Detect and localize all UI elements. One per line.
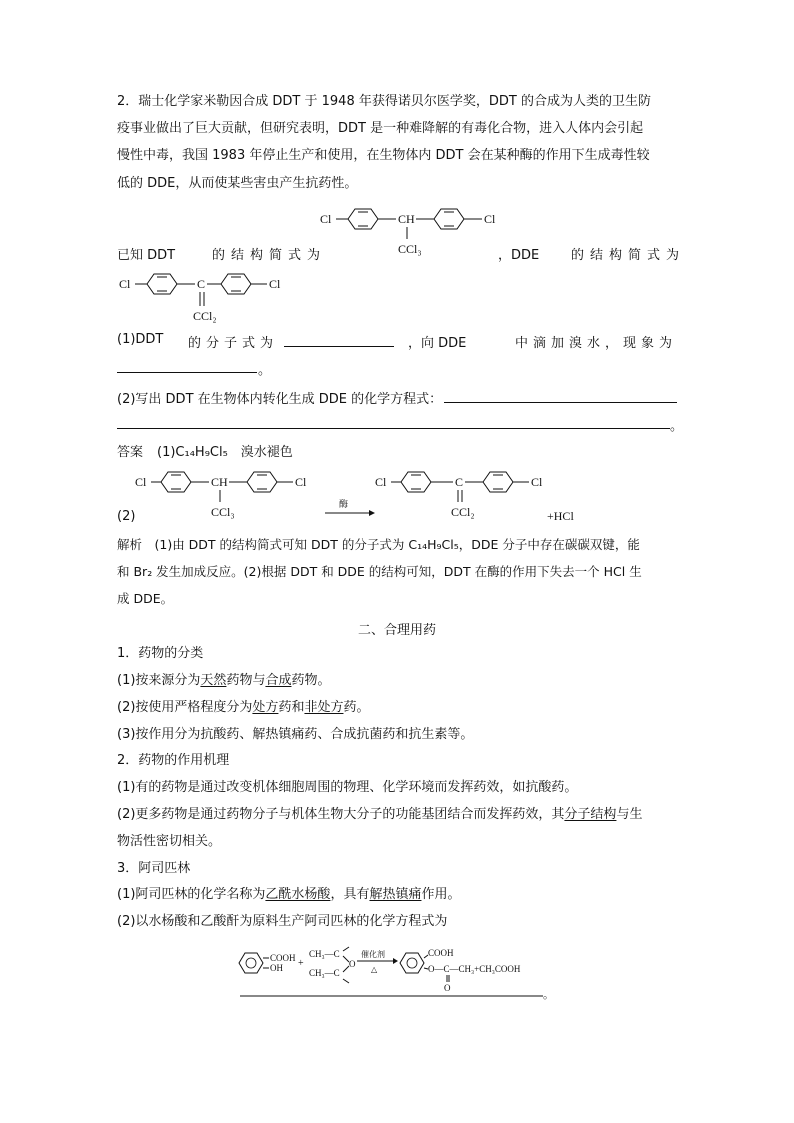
- item-3-2: (2)以水杨酸和乙酸酐为原料生产阿司匹林的化学方程式为: [117, 914, 448, 929]
- sub2-blank-1[interactable]: [444, 388, 677, 403]
- known-formula-label: 的结构简式为: [212, 248, 327, 263]
- eq-ddt-cl-left: Cl: [135, 475, 147, 489]
- sub2-end: 。: [670, 419, 684, 434]
- analysis-line-3: 成 DDE。: [117, 591, 174, 606]
- q2-line-3: 慢性中毒，我国 1983 年停止生产和使用，在生物体内 DDT 会在某种酶的作用下生成毒性较: [117, 148, 650, 163]
- eq-hcl: +HCl: [547, 509, 574, 523]
- item-3-1: (1)阿司匹林的化学名称为乙酰水杨酸，具有解热镇痛作用。: [117, 887, 461, 902]
- dde-structure: [117, 272, 307, 327]
- known-formula-label-2: 的结构简式为: [571, 248, 686, 263]
- sub1-end: 。: [258, 363, 272, 378]
- eq-dde-ccl2: CCl₂: [451, 505, 475, 519]
- dde-cl-right: Cl: [269, 277, 281, 291]
- known-dde-label: ，DDE: [498, 248, 540, 263]
- item-2-2-cont: 物活性密切相关。: [117, 834, 222, 849]
- aspirin-equation: [235, 944, 555, 1002]
- q2-line-2: 疫事业做出了巨大贡献，但研究表明，DDT 是一种难降解的有毒化合物，进入人体内会引起: [117, 121, 644, 136]
- answer-label: 答案: [117, 445, 144, 460]
- sal-oh: OH: [270, 963, 283, 973]
- known-ddt-label: 已知 DDT: [117, 248, 176, 263]
- sal-cooh: COOH: [270, 953, 296, 963]
- anh-ch3c-bottom: CH₃—C: [309, 968, 340, 978]
- analysis-line-2: 和 Br₂ 发生加成反应。(2)根据 DDT 和 DDE 的结构可知，DDT 在酶的作用下失去一个 HCl 生: [117, 564, 642, 579]
- eq-enzyme: 酶: [339, 499, 349, 509]
- heading-3: 3．阿司匹林: [117, 861, 191, 876]
- sub1-blank-formula[interactable]: [284, 332, 394, 347]
- anh-o: O: [349, 959, 356, 969]
- eq-ddt-ch: CH: [211, 475, 228, 489]
- ddt-cl-right: Cl: [484, 212, 496, 226]
- asp-cooh: COOH: [428, 948, 454, 958]
- q2-line-1: 2．瑞士化学家米勒因合成 DDT 于 1948 年获得诺贝尔医学奖，DDT 的合成为人类的卫生防: [117, 94, 651, 109]
- aspirin-end: 。: [543, 989, 554, 1001]
- eq-dde-cl-right: Cl: [531, 475, 543, 489]
- item-2-2: (2)更多药物是通过药物分子与机体生物大分子的功能基团结合而发挥药效，其分子结构与生: [117, 807, 643, 822]
- dde-cl-left: Cl: [119, 277, 131, 291]
- answer-part1: (1)C₁₄H₉Cl₅ 溴水褪色: [157, 445, 293, 460]
- sub1-formula: 的分子式为: [188, 336, 279, 351]
- analysis-line-1: 解析 (1)由 DDT 的结构简式可知 DDT 的分子式为 C₁₄H₉Cl₅，DDE 分子中存在碳碳双键，能: [117, 537, 640, 552]
- item-2-1: (1)有的药物是通过改变机体细胞周围的物理、化学环境而发挥药效，如抗酸药。: [117, 780, 578, 795]
- section-title: 二、合理用药: [357, 623, 436, 638]
- sub1-blank-phenomenon[interactable]: [117, 358, 257, 373]
- eq-catalyst: 催化剂: [361, 950, 385, 959]
- sub2-blank-2[interactable]: [117, 414, 670, 429]
- ddt-ccl3: CCl₃: [398, 242, 422, 256]
- heading-2: 2．药物的作用机理: [117, 753, 230, 768]
- answer-equation: [117, 466, 597, 526]
- item-1-2: (2)按使用严格程度分为处方药和非处方药。: [117, 700, 370, 715]
- heading-1: 1．药物的分类: [117, 646, 204, 661]
- eq-plus: +: [298, 958, 304, 969]
- sub2-prompt: (2)写出 DDT 在生物体内转化生成 DDE 的化学方程式：: [117, 392, 443, 407]
- sub1-dde: ，向 DDE: [408, 336, 467, 351]
- ddt-structure: [318, 203, 508, 263]
- item-1-3: (3)按作用分为抗酸药、解热镇痛药、合成抗菌药和抗生素等。: [117, 727, 474, 742]
- eq-ddt-ccl3: CCl₃: [211, 505, 235, 519]
- ddt-cl-left: Cl: [320, 212, 332, 226]
- dde-ccl2: CCl₂: [193, 309, 217, 323]
- q2-line-4: 低的 DDE，从而使某些害虫产生抗药性。: [117, 176, 358, 191]
- sub1-phenomenon: 中滴加溴水，现象为: [515, 336, 678, 351]
- eq-ddt-cl-right: Cl: [295, 475, 307, 489]
- dde-c: C: [197, 277, 206, 291]
- eq-dde-cl-left: Cl: [375, 475, 387, 489]
- asp-ester: O—C—CH₃+CH₃COOH: [428, 964, 521, 974]
- item-1-1: (1)按来源分为天然药物与合成药物。: [117, 673, 331, 688]
- eq-heat: △: [371, 965, 378, 974]
- eq-dde-c: C: [455, 475, 464, 489]
- ddt-ch: CH: [398, 212, 415, 226]
- sub1-ddt: (1)DDT: [117, 332, 164, 347]
- asp-o: O: [444, 983, 451, 993]
- answer-part2: (2): [117, 509, 136, 524]
- anh-ch3c-top: CH₃—C: [309, 949, 340, 959]
